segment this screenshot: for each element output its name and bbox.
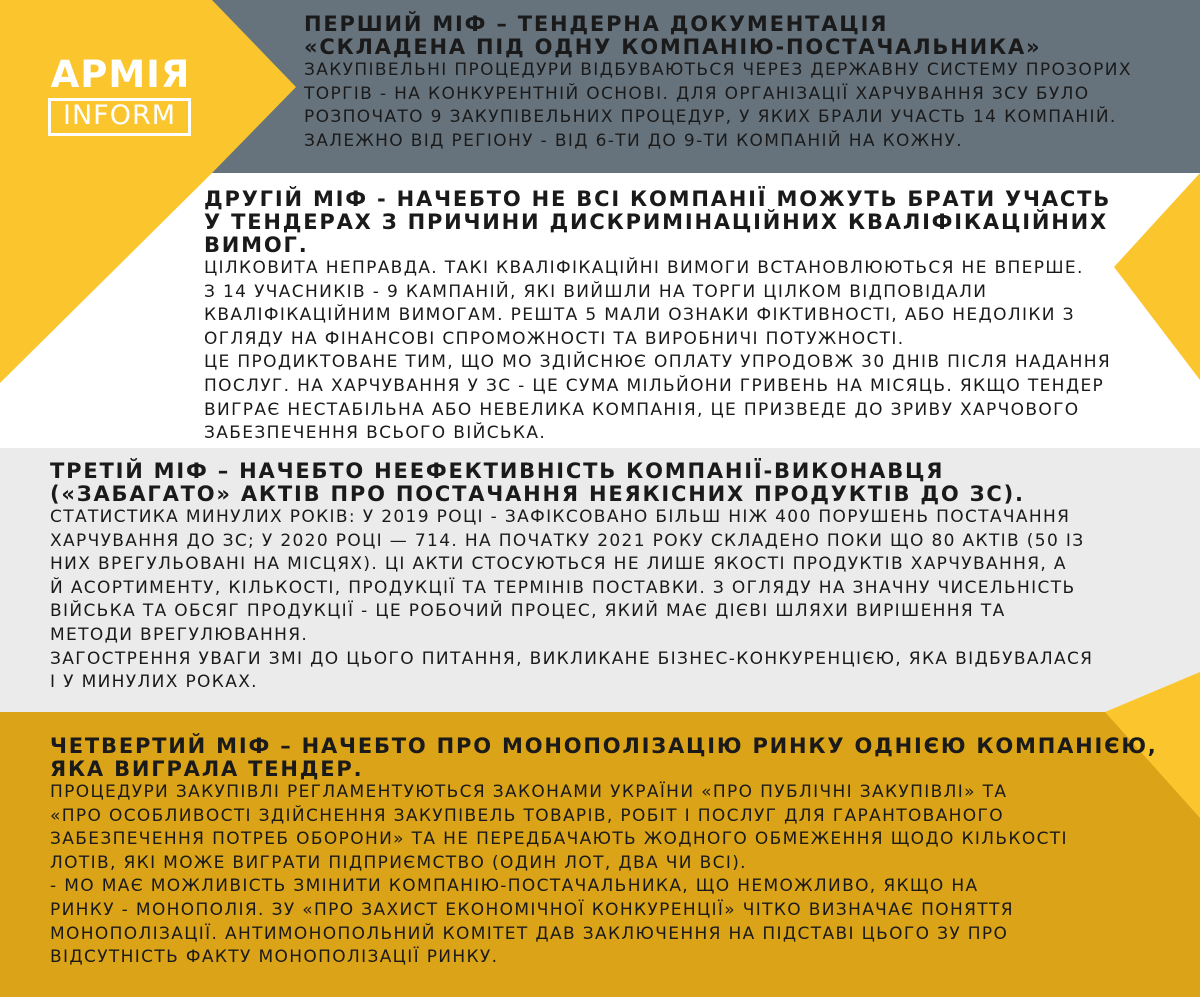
myth-body-4: ПРОЦЕДУРИ ЗАКУПІВЛІ РЕГЛАМЕНТУЮТЬСЯ ЗАКОНАМИ УКРАЇНИ «ПРО ПУБЛІЧНІ ЗАКУПІВЛІ» ТА «ПРО ОСОБЛИВОСТІ ЗДІЙСНЕННЯ ЗАКУПІВЕЛЬ ТОВАРІВ, РОБІТ І ПОСЛУГ ДЛЯ ГАРАНТОВАНОГО ЗАБЕЗПЕЧЕННЯ ПОТРЕБ ОБОРОНИ» ТА НЕ ПЕРЕДБАЧАЮТЬ ЖОДНОГО ОБМЕЖЕННЯ ЩОДО КІЛЬКОСТІ ЛОТІВ, ЯКІ МОЖЕ ВИГРАТИ ПІДПРИЄМСТВО (ОДИН ЛОТ, ДВА ЧИ ВСІ). - МО МАЄ МОЖЛИВІСТЬ ЗМІНИТИ КОМПАНІЮ-ПОСТАЧАЛЬНИКА, ЩО НЕМОЖЛИВО, ЯКЩО НА РИНКУ - МОНОПОЛІЯ. ЗУ «ПРО ЗАХИСТ ЕКОНОМІЧНОЇ КОНКУРЕНЦІЇ» ЧІТКО ВИЗНАЧАЄ ПОНЯТТЯ МОНОПОЛІЗАЦІЇ. АНТИМОНОПОЛЬНИЙ КОМІТЕТ ДАВ ЗАКЛЮЧЕННЯ НА ПІДСТАВІ ЦЬОГО ЗУ ПРО ВІДСУТНІСТЬ ФАКТУ МОНОПОЛІЗАЦІЇ РИНКУ. <box>50 782 1068 968</box>
myth-title-4: ЧЕТВЕРТИЙ МІФ – НАЧЕБТО ПРО МОНОПОЛІЗАЦІЮ РИНКУ ОДНІЄЮ КОМПАНІЄЮ, ЯКА ВИГРАЛА ТЕНДЕР. <box>50 734 1158 781</box>
myth-title-1: ПЕРШИЙ МІФ – ТЕНДЕРНА ДОКУМЕНТАЦІЯ «СКЛАДЕНА ПІД ОДНУ КОМПАНІЮ-ПОСТАЧАЛЬНИКА» <box>304 12 1042 59</box>
myth-section-3 <box>50 460 1195 695</box>
myth-title-2: ДРУГІЙ МІФ - НАЧЕБТО НЕ ВСІ КОМПАНІЇ МОЖУТЬ БРАТИ УЧАСТЬ У ТЕНДЕРАХ З ПРИЧИНИ ДИСКРИМІНАЦІЙНИХ КВАЛІФІКАЦІЙНИХ ВИМОГ. <box>204 187 1112 257</box>
myth-body-3: СТАТИСТИКА МИНУЛИХ РОКІВ: У 2019 РОЦІ - ЗАФІКСОВАНО БІЛЬШ НІЖ 400 ПОРУШЕНЬ ПОСТАЧАННЯ ХАРЧУВАННЯ ДО ЗС; У 2020 РОЦІ — 714. НА ПОЧАТКУ 2021 РОКУ СКЛАДЕНО ПОКИ ЩО 80 АКТІВ (50 ІЗ НИХ ВРЕГУЛЬОВАНІ НА МІСЦЯХ). ЦІ АКТИ СТОСУЮТЬСЯ НЕ ЛИШЕ ЯКОСТІ ПРОДУКТІВ ХАРЧУВАННЯ, А Й АСОРТИМЕНТУ, КІЛЬКОСТІ, ПРОДУКЦІЇ ТА ТЕРМІНІВ ПОСТАВКИ. З ОГЛЯДУ НА ЗНАЧНУ ЧИСЕЛЬНІСТЬ ВІЙСЬКА ТА ОБСЯГ ПРОДУКЦІЇ - ЦЕ РОБОЧИЙ ПРОЦЕС, ЯКИЙ МАЄ ДІЄВІ ШЛЯХИ ВИРІШЕННЯ ТА МЕТОДИ ВРЕГУЛЮВАННЯ. ЗАГОСТРЕННЯ УВАГИ ЗМІ ДО ЦЬОГО ПИТАННЯ, ВИКЛИКАНЕ БІЗНЕС-КОНКУРЕНЦІЄЮ, ЯКА ВІДБУВАЛАСЯ І У МИНУЛИХ РОКАХ. <box>50 507 1094 693</box>
myth-body-1: ЗАКУПІВЕЛЬНІ ПРОЦЕДУРИ ВІДБУВАЮТЬСЯ ЧЕРЕЗ ДЕРЖАВНУ СИСТЕМУ ПРОЗОРИХ ТОРГІВ - НА КОНКУРЕНТНІЙ ОСНОВІ. ДЛЯ ОРГАНІЗАЦІЇ ХАРЧУВАННЯ ЗСУ БУЛО РОЗПОЧАТО 9 ЗАКУПІВЕЛЬНИХ ПРОЦЕДУР, У ЯКИХ БРАЛИ УЧАСТЬ 14 КОМПАНІЙ. ЗАЛЕЖНО ВІД РЕГІОНУ - ВІД 6-ТИ ДО 9-ТИ КОМПАНІЙ НА КОЖНУ. <box>304 60 1132 151</box>
myth-title-3: ТРЕТІЙ МІФ – НАЧЕБТО НЕЕФЕКТИВНІСТЬ КОМПАНІЇ-ВИКОНАВЦЯ («ЗАБАГАТО» АКТІВ ПРО ПОСТАЧАННЯ НЕЯКІСНИХ ПРОДУКТІВ ДО ЗС). <box>50 459 1025 506</box>
myth-section-2 <box>204 188 1194 446</box>
myth-body-2: ЦІЛКОВИТА НЕПРАВДА. ТАКІ КВАЛІФІКАЦІЙНІ ВИМОГИ ВСТАНОВЛЮЮТЬСЯ НЕ ВПЕРШЕ. З 14 УЧАСНИКІВ - 9 КАМПАНІЙ, ЯКІ ВИЙШЛИ НА ТОРГИ ЦІЛКОМ ВІДПОВІДАЛИ КВАЛІФІКАЦІЙНИМ ВИМОГАМ. РЕШТА 5 МАЛИ ОЗНАКИ ФІКТИВНОСТІ, АБО НЕДОЛІКИ З ОГЛЯДУ НА ФІНАНСОВІ СПРОМОЖНОСТІ ТА ВИРОБНИЧІ ПОТУЖНОСТІ. ЦЕ ПРОДИКТОВАНЕ ТИМ, ЩО МО ЗДІЙСНЮЄ ОПЛАТУ УПРОДОВЖ 30 ДНІВ ПІСЛЯ НАДАННЯ ПОСЛУГ. НА ХАРЧУВАННЯ У ЗС - ЦЕ СУМА МІЛЬЙОНИ ГРИВЕНЬ НА МІСЯЦЬ. ЯКЩО ТЕНДЕР ВИГРАЄ НЕСТАБІЛЬНА АБО НЕВЕЛИКА КОМПАНІЯ, ЦЕ ПРИЗВЕДЕ ДО ЗРИВУ ХАРЧОВОГО ЗАБЕЗПЕЧЕННЯ ВСЬОГО ВІЙСЬКА. <box>204 258 1112 444</box>
myth-section-4 <box>50 735 1195 970</box>
armiya-inform-logo <box>48 54 193 144</box>
logo-line-1: АРМІЯ <box>50 53 191 96</box>
myth-section-1 <box>304 13 1194 153</box>
logo-line-2: INFORM <box>63 100 176 131</box>
